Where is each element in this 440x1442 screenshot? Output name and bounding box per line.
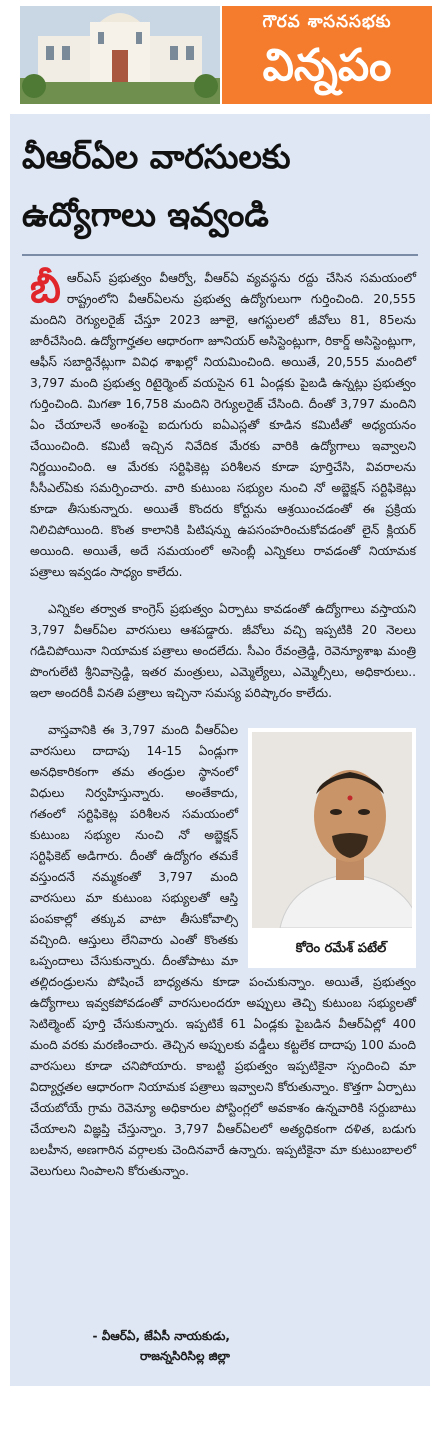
author-photo-caption: కోరెం రమేశ్ పటేల్ — [295, 941, 387, 956]
column-tag-title: విన్నపం — [262, 40, 392, 91]
author-photo — [248, 728, 416, 968]
paragraph-2: ఎన్నికల తర్వాత కాంగ్రెస్ ప్రభుత్వం ఏర్పాటు కావడంతో ఉద్యోగాలు వస్తాయని 3,797 వీఆర్ఏల వారసులు ఆశపడ్డారు. జీవోలు వచ్చి ఇప్పటికి 20 నెలలు గడిచిపోయినా నియామక పత్రాలు అందలేదు. సీఎం రేవంత్రెడ్డి, రెవెన్యూశాఖ మంత్రి పొంగులేటి శ్రీనివాస్రెడ్డి, ఇతర మంత్రులు, ఎమ్మెల్యేలు, ఎమ్మెల్సీలు, అధికారులు.. ఇలా అందరికీ వినతి పత్రాలు ఇచ్చినా సమస్య పరిష్కారం కాలేదు. — [30, 602, 416, 700]
paragraph-3-text: వాస్తవానికి ఈ 3,797 మంది వీఆర్ఏల వారసులు దాదాపు 14-15 ఏండ్లుగా అనధికారికంగా తమ తండ్రుల స్థానంలో విధులు నిర్వహిస్తున్నారు. అంతేకాదు, గతంలో సర్టిఫికెట్ల పరిశీలన సమయంలో కుటుంబ సభ్యుల నుంచి నో అబ్జెక్షన్ సర్టిఫికెట్ అడిగారు. దీంతో ఉద్యోగం తమకే వస్తుందనే నమ్మకంతో 3,797 మంది వారసులు మా కుటుంబ సభ్యులతో ఆస్తి పంపకాల్లో తక్కువ వాటా తీసుకోవాల్సి వచ్చింది. ఆస్తులు లేనివారు ఎంతో కొంతకు ఒప్పందాలు చేసుకున్నారు. దీంతోపాటు మా తల్లిదండ్రులను పోషించే బాధ్యతను కూడా పంచుకున్నాం. అయితే, ప్రభుత్వం ఉద్యోగాలు ఇవ్వకపోవడంతో వారసులందరూ అప్పులు తెచ్చి కుటుంబ సభ్యులతో సెటిల్మెంట్ పూర్తి చేసుకున్నారు. ఇప్పటికే 61 ఏండ్లకు పైబడిన వీఆర్ఏల్లో 400 మంది వరకు మరణించారు. తెచ్చిన అప్పులకు వడ్డీలు కట్టలేక దాదాపు 100 మంది వారసులు కూడా చనిపోయారు. కాబట్టి ప్రభుత్వం ఇప్పటికైనా స్పందించి మా విద్యార్హతల ఆధారంగా నియామక పత్రాలు ఇవ్వాలని కోరుతున్నాం. కొత్తగా ఏర్పాటు చేయబోయే గ్రామ రెవెన్యూ అధికారుల పోస్టింగ్లలో అవకాశం ఉన్నవారికి సర్దుబాటు చేయాలని విజ్ఞప్తి చేస్తున్నాం. 3,797 వీఆర్ఏలలో అత్యధికంగా దళిత, బడుగు బలహీన, అణగారిన వర్గాలకు చెందినవారే ఉన్నారు. ఇప్పటికైనా మా కుటుంబాలలో వెలుగులు నింపాలని కోరుతున్నాం. — [30, 723, 416, 1178]
drop-cap: బీ — [30, 266, 61, 312]
author-photo-image — [252, 732, 412, 928]
masthead — [0, 0, 440, 110]
column-tag-subtitle: గౌరవ శాసనసభకు — [262, 12, 392, 32]
column-tag — [222, 6, 432, 104]
paragraph-1-text: ఆర్ఎస్ ప్రభుత్వం వీఆర్వో, వీఆర్ఏ వ్యవస్థను రద్దు చేసిన సమయంలో రాష్ట్రంలోని వీఆర్ఏలను ప్రభుత్వ ఉద్యోగులుగా గుర్తించింది. 20,555 మందిని రెగ్యులరైజ్ చేస్తూ 2023 జూలై, ఆగస్టులలో జీవోలు 81, 85లను జారీచేసింది. ఉద్యోగార్హతల ఆధారంగా జూనియర్ అసిస్టెంట్లుగా, రికార్డ్ అసిస్టెంట్లుగా, ఆఫీస్ సబార్డినేట్లుగా వివిధ శాఖల్లో నియమించింది. అయితే, 20,555 మందిలో 3,797 మంది ప్రభుత్వ రిటైర్మెంట్ వయసైన 61 ఏండ్లకు పైబడి ఉన్నట్లు ప్రభుత్వం గుర్తించింది. మిగతా 16,758 మందిని రెగ్యులరైజ్ చేసింది. దీంతో 3,797 మందిని ఏం చేయాలనే అంశంపై ఐదుగురు ఐఏఎస్లతో కూడిన కమిటీతో అధ్యయనం చేయించింది. కమిటీ ఇచ్చిన నివేదిక మేరకు వారికి ఉద్యోగాలు ఇవ్వాలని నిర్ణయించింది. ఆ మేరకు సర్టిఫికెట్ల పరిశీలన కూడా పూర్తిచేసి, వివరాలను సీసీఎల్ఏకు సమర్పించారు. వారి కుటుంబ సభ్యుల నుంచి నో అబ్జెక్షన్ సర్టిఫికెట్లు కూడా తీసుకున్నారు. అయితే కొందరు కోర్టును ఆశ్రయించడంతో ఈ ప్రక్రియ నిలిచిపోయింది. కొంత కాలానికి పిటిషన్ను ఉపసంహరించుకోవడంతో లైన్ క్లియర్ అయింది. అయితే, అదే సమయంలో అసెంబ్లీ ఎన్నికలు రావడంతో నియామక పత్రాలు ఇవ్వడం సాధ్యం కాలేదు. — [30, 271, 416, 579]
article-headline: వీఆర్ఏల వారసులకు ఉద్యోగాలు ఇవ్వండి — [22, 137, 291, 234]
paragraph-3 — [30, 720, 416, 1182]
article-body — [30, 268, 416, 1198]
paragraph-1 — [30, 268, 416, 583]
signature-line-1: - వీఆర్ఏ, జేఏసీ నాయకుడు, — [92, 1329, 230, 1343]
signature-line-2: రాజన్నసిరిసిల్ల జిల్లా — [140, 1349, 230, 1363]
author-signature — [30, 1326, 230, 1366]
headline-divider — [22, 254, 418, 256]
assembly-building-image — [20, 6, 220, 104]
